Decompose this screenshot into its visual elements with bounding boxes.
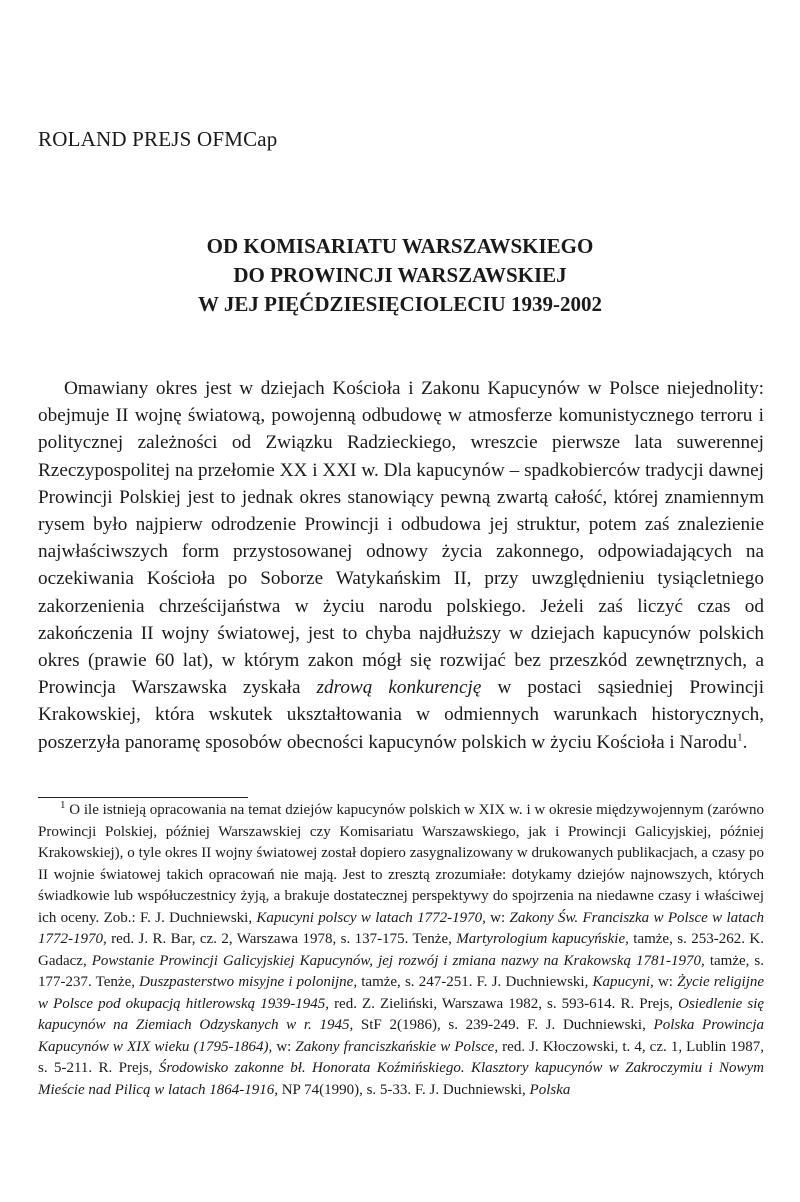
footnote-text: O ile istnieją opracowania na temat dziejów kapucynów polskich w XIX w. i w okresie międzywojennym (zarówno Prowincji Polskiej, później Warszawskiej czy Komisariatu Warszawskiego, jak i Prowincji Galicyjskiej, później Krakowskiej), o tyle okres II wojny światowej został dopiero zasygnalizowany w drukowanych publikacjach, a czasy po II wojnie światowej takich opracowań nie mają. Jest to zresztą zrozumiałe: dotykamy dziejów najnowszych, których świadkowie lub współuczestnicy żyją, a brakuje dostatecznej perspektywy do spojrzenia na niedawne czasy i właściwej ich oceny. Zob.: F. J. Duchniewski, (38, 802, 764, 926)
footnote-reference[interactable]: 1 (737, 731, 743, 744)
body-text-run: . (742, 731, 748, 753)
footnote-italic: Polska Prowincja Kapucynów w XIX wieku (1795-1864), (38, 1017, 764, 1055)
footnote-text: tamże, s. 253-262. K. Gadacz, (38, 931, 765, 969)
footnote-text: w: (490, 909, 506, 926)
title-line-2: DO PROWINCJI WARSZAWSKIEJ (233, 263, 567, 287)
footnote-text: w: (276, 1038, 292, 1055)
footnote-separator (38, 797, 248, 798)
footnote-italic: Zakony Św. Franciszka w Polsce w latach 1772-1970, (38, 909, 764, 947)
footnote-text: red. Z. Zieliński, Warszawa 1982, s. 593-614. R. Prejs, (334, 995, 674, 1012)
footnote-text: StF 2(1986), s. 239-249. F. J. Duchniewski, (360, 1017, 646, 1033)
footnote-italic: Polska (529, 1081, 571, 1098)
footnote-text: tamże, s. 247-251. F. J. Duchniewski, (361, 974, 589, 990)
author-name: ROLAND PREJS OFMCap (38, 127, 278, 151)
footnote-italic: Środowisko zakonne bł. Honorata Koźmińskiego. Klasztory kapucynów w Zakroczymiu i Nowym Mieście nad Pilicą w latach 1864-1916, (38, 1060, 765, 1098)
body-text-run: w postaci sąsiedniej Prowincji Krakowskiej, która wskutek ukształtowania w odmiennych warunkach historycznych, poszerzyła panoramę sposobów obecności kapucynów polskich w życiu Kościoła i Narodu (38, 677, 765, 753)
footnote-marker: 1 (60, 799, 66, 811)
footnote-italic: Kapucyni, (592, 974, 654, 990)
article-title (0, 232, 800, 319)
footnote-italic: Powstanie Prowincji Galicyjskiej Kapucynów, jej rozwój i zmiana nazwy na Krakowską 1781-1970, (91, 952, 705, 969)
footnote-text: w: (657, 974, 673, 990)
body-italic-phrase: zdrową konkurencję (316, 677, 482, 699)
footnote-italic: Martyrologium kapucyńskie, (456, 931, 629, 947)
footnote-italic: Duszpasterstwo misyjne i polonijne, (139, 974, 358, 990)
footnote-italic: Zakony franciszkańskie w Polsce, (295, 1038, 499, 1055)
footnote-italic: Kapucyni polscy w latach 1772-1970, (256, 909, 486, 926)
body-text-run: Omawiany okres jest w dziejach Kościoła i Zakonu Kapucynów w Polsce niejednolity: obejmuje II wojnę światową, powojenną odbudowę w atmosferze komunistycznego terroru i politycznej zależności od Związku Radzieckiego, wreszcie pierwsze lata suwerennej Rzeczypospolitej na przełomie XX i XXI w. Dla kapucynów – spadkobierców tradycji dawnej Prowincji Polskiej jest to jednak okres stanowiący pewną zwartą całość, której znamiennym rysem było najpierw odrodzenie Prowincji i odbudowa jej struktur, potem zaś znalezienie najwłaściwszych form przystosowanej odnowy życia zakonnego, odpowiadających na oczekiwania Kościoła po Soborze Watykańskim II, przy uwzględnieniu tysiącletniego zakorzenienia chrześcijaństwa w życiu narodu polskiego. Jeżeli zaś liczyć czas od zakończenia II wojny światowej, jest to chyba najdłuższy w dziejach kapucynów polskich okres (prawie 60 lat), w którym zakon mógł się rozwijać bez przeszkód zewnętrznych, a Prowincja Warszawska zyskała (38, 378, 764, 699)
title-line-3: W JEJ PIĘĆDZIESIĘCIOLECIU 1939-2002 (198, 292, 602, 316)
footnote-text: red. J. R. Bar, cz. 2, Warszawa 1978, s. 137-175. Tenże, (111, 931, 452, 947)
footnote-italic: Osiedlenie się kapucynów na Ziemiach Odzyskanych w r. 1945, (38, 995, 765, 1033)
footnote-text: NP 74(1990), s. 5-33. F. J. Duchniewski, (281, 1081, 526, 1098)
title-line-1: OD KOMISARIATU WARSZAWSKIEGO (206, 234, 594, 258)
footnote-italic: Życie religijne w Polsce pod okupacją hitlerowską 1939-1945, (38, 974, 765, 1012)
footnote-text: red. J. Kłoczowski, t. 4, cz. 1, Lublin 1987, s. 5-211. R. Prejs, (38, 1038, 765, 1076)
body-paragraph (38, 375, 764, 756)
footnote (38, 800, 764, 1101)
body-text (38, 375, 764, 756)
footnote-paragraph (38, 800, 764, 1101)
footnote-text: tamże, s. 177-237. Tenże, (38, 952, 765, 990)
